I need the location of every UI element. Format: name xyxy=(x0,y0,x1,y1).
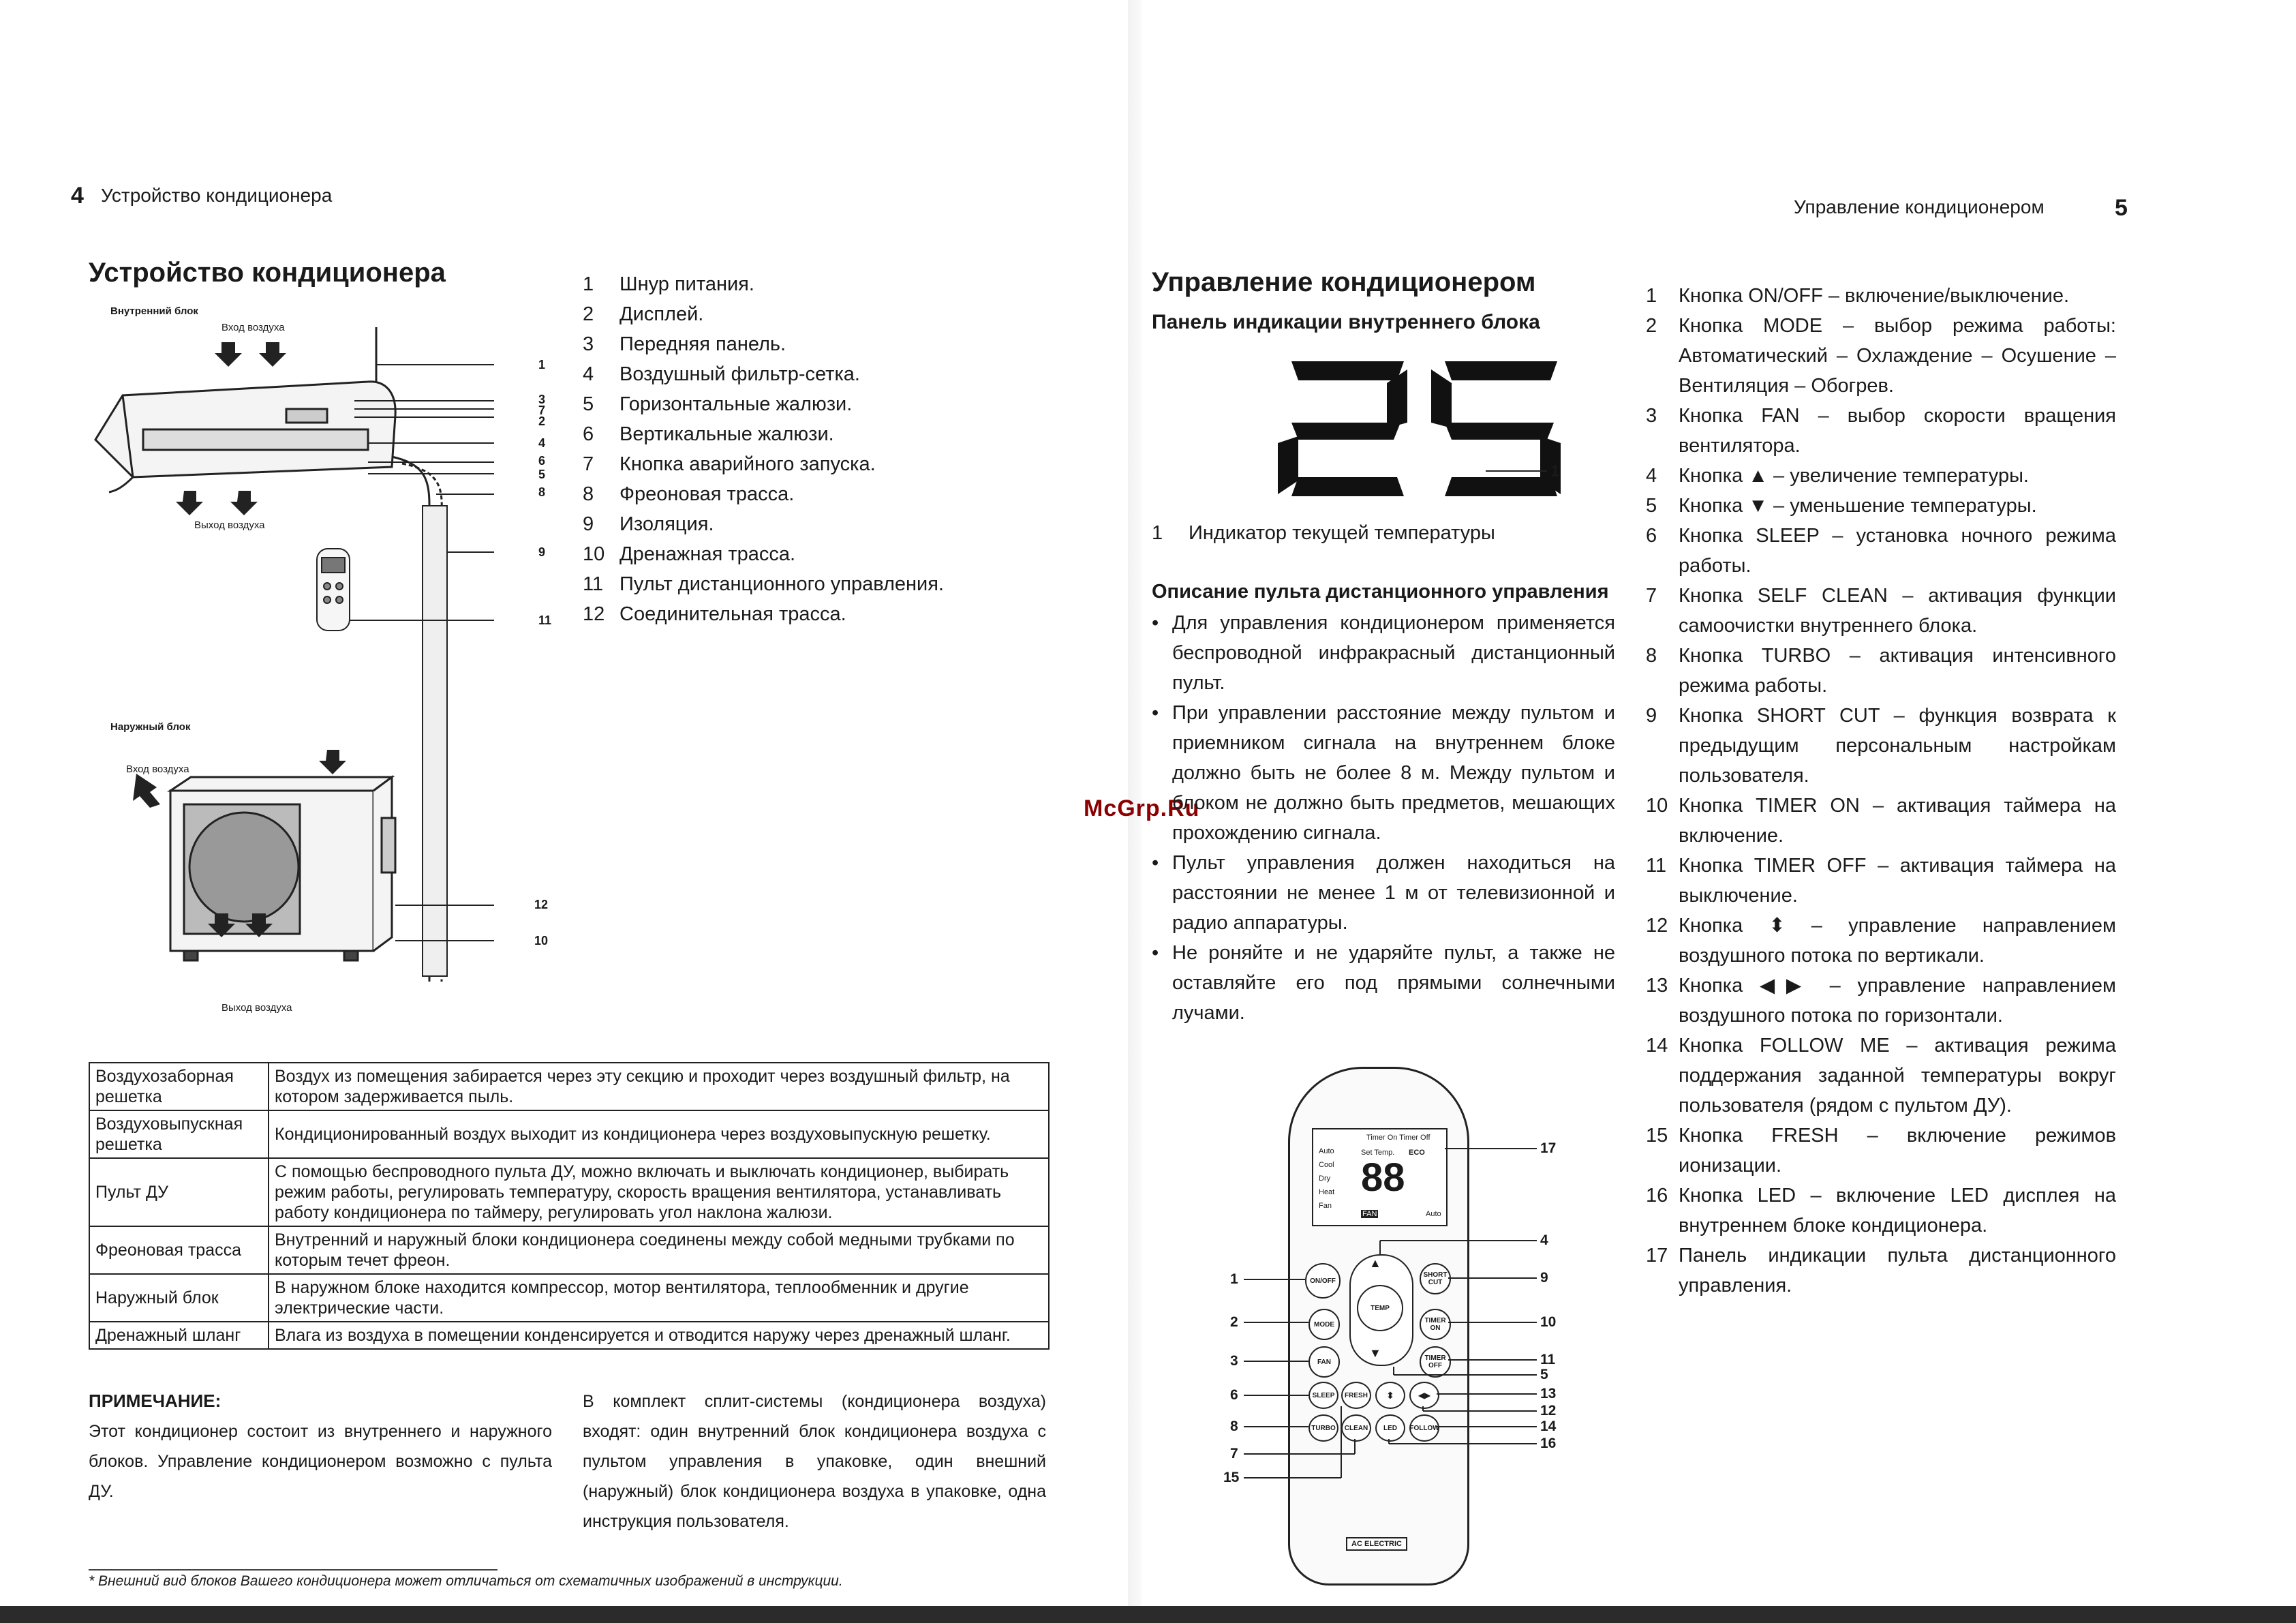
outdoor-air-out-label: Выход воздуха xyxy=(221,1002,292,1014)
lcd-set-temp: Set Temp. xyxy=(1361,1149,1395,1157)
remote-callout: 7 xyxy=(1230,1446,1238,1461)
fan-button[interactable]: FAN xyxy=(1308,1346,1340,1378)
air-out-arrows-icon xyxy=(176,491,258,515)
button-list-item: 16 Кнопка LED – включение LED дисплея на внутреннем блоке кондиционера. xyxy=(1646,1185,2116,1237)
right-running-head: Управление кондиционером xyxy=(1794,196,2045,217)
parts-list-item: 9 Изоляция. xyxy=(583,513,714,535)
led-button[interactable]: LED xyxy=(1375,1414,1405,1442)
remote-callout: 4 xyxy=(1540,1232,1548,1248)
button-list-item: 3 Кнопка FAN – выбор скорости вращения вентилятора. xyxy=(1646,405,2116,457)
button-list-item: 4 Кнопка ▲ – увеличение температуры. xyxy=(1646,465,2029,487)
lcd-fan-tag: FAN xyxy=(1362,1210,1377,1218)
seven-segment-digits-icon xyxy=(1278,361,1578,501)
clean-button[interactable]: CLEAN xyxy=(1341,1414,1371,1442)
lcd-auto: Auto xyxy=(1426,1210,1441,1218)
components-table xyxy=(89,1062,1050,1350)
left-page-number: 4 xyxy=(71,183,84,209)
remote-callout: 2 xyxy=(1230,1314,1238,1330)
indoor-unit-label: Внутренний блок xyxy=(110,305,198,317)
parts-list-item: 10 Дренажная трасса. xyxy=(583,543,796,565)
remote-brand-logo: AC ELECTRIC xyxy=(1346,1537,1407,1551)
display-leader xyxy=(1486,470,1547,472)
remote-section-title: Описание пульта дистанционного управления xyxy=(1152,581,1609,603)
parts-list-item: 2 Дисплей. xyxy=(583,303,704,325)
scan-bottom-edge xyxy=(0,1606,2296,1623)
sleep-button[interactable]: SLEEP xyxy=(1308,1382,1338,1409)
remote-callout: 16 xyxy=(1540,1436,1557,1451)
button-list-item: 11 Кнопка TIMER OFF – активация таймера на выключение. xyxy=(1646,855,2116,907)
turbo-button[interactable]: TURBO xyxy=(1308,1414,1338,1442)
parts-list xyxy=(583,269,964,629)
display-callout: 1 xyxy=(1550,462,1560,481)
parts-list-item: 3 Передняя панель. xyxy=(583,333,786,355)
timer-off-button[interactable]: TIMER OFF xyxy=(1420,1346,1451,1378)
parts-list-item: 4 Воздушный фильтр-сетка. xyxy=(583,363,860,385)
aircon-diagram: Внутренний блок Вход воздуха Выход воздуха Наружный блок Вход воздуха Выход воздуха 1 3 7 2 4 6 5 8 9 11 12 10 xyxy=(82,300,559,1036)
note-title: ПРИМЕЧАНИЕ: xyxy=(89,1391,221,1411)
footnote: * Внешний вид блоков Вашего кондиционера может отличаться от схематичных изображений в инструкции. xyxy=(89,1573,843,1589)
timer-on-button[interactable]: TIMER ON xyxy=(1420,1309,1451,1340)
button-list-item: 14 Кнопка FOLLOW ME – активация режима поддержания заданной температуры вокруг пользователя (рядом с пультом ДУ). xyxy=(1646,1035,2116,1117)
button-list-item: 8 Кнопка TURBO – активация интенсивного режима работы. xyxy=(1646,645,2116,697)
outdoor-unit-label: Наружный блок xyxy=(110,721,191,733)
swing-vertical-button[interactable]: ⬍ xyxy=(1375,1382,1405,1409)
parts-list-item: 12 Соединительная трасса. xyxy=(583,603,846,625)
remote-callout: 5 xyxy=(1540,1367,1548,1382)
outdoor-unit-icon xyxy=(170,777,395,960)
button-list-item: 12 Кнопка ⬍ – управление направлением воздушного потока по вертикали. xyxy=(1646,915,2116,967)
parts-list-item: 7 Кнопка аварийного запуска. xyxy=(583,453,876,475)
onoff-button[interactable]: ON/OFF xyxy=(1305,1263,1341,1299)
button-list-item: 5 Кнопка ▼ – уменьшение температуры. xyxy=(1646,495,2037,517)
footnote-rule xyxy=(89,1569,498,1571)
buttons-list xyxy=(1646,281,2116,1301)
indicator-list xyxy=(1152,518,1629,548)
button-list-item: 6 Кнопка SLEEP – установка ночного режима работы. xyxy=(1646,525,2116,577)
air-in-arrows-icon xyxy=(215,342,286,367)
table-row: Фреоновая трасса Внутренний и наружный блоки кондиционера соединены между собой медными трубками по которым течет фреон. xyxy=(89,1226,1049,1274)
button-list-item: 2 Кнопка MODE – выбор режима работы: Автоматический – Охлаждение – Осушение – Вентиляция – Обогрев. xyxy=(1646,315,2116,397)
remote-callout: 9 xyxy=(1540,1270,1548,1286)
remote-callout: 17 xyxy=(1540,1140,1557,1156)
table-row: Дренажный шланг Влага из воздуха в помещении конденсируется и отводится наружу через дренажный шланг. xyxy=(89,1322,1049,1349)
follow-button[interactable]: FOLLOW xyxy=(1409,1414,1439,1442)
button-list-item: 15 Кнопка FRESH – включение режимов ионизации. xyxy=(1646,1125,2116,1177)
button-list-item: 13 Кнопка ◀▶ – управление направлением воздушного потока по горизонтали. xyxy=(1646,975,2116,1027)
parts-list-item: 8 Фреоновая трасса. xyxy=(583,483,795,505)
remote-control xyxy=(1203,1067,1578,1592)
button-list-item: 7 Кнопка SELF CLEAN – активация функции самоочистки внутреннего блока. xyxy=(1646,585,2116,637)
left-running-head: Устройство кондиционера xyxy=(101,185,333,206)
outdoor-air-in-label: Вход воздуха xyxy=(126,763,189,775)
air-out-label: Выход воздуха xyxy=(194,519,265,531)
panel-title: Панель индикации внутреннего блока xyxy=(1152,311,1540,333)
remote-callout: 10 xyxy=(1540,1314,1557,1330)
remote-callout: 6 xyxy=(1230,1387,1238,1403)
table-row: Пульт ДУ С помощью беспроводного пульта ДУ, можно включать и выключать кондиционер, выбирать режим работы, регулировать температуру, скорость вращения вентилятора, устанавливать работу кондиционера по таймеру, регулировать угол наклона жалюзи. xyxy=(89,1158,1049,1226)
remote-callout: 1 xyxy=(1230,1271,1238,1287)
remote-callout: 12 xyxy=(1540,1403,1557,1419)
remote-callout: 11 xyxy=(1540,1352,1556,1367)
parts-list-item: 1 Шнур питания. xyxy=(583,273,754,295)
table-row: Воздуховыпускная решетка Кондиционированный воздух выходит из кондиционера через воздуховыпускную решетку. xyxy=(89,1110,1049,1158)
remote-callout: 3 xyxy=(1230,1353,1238,1369)
lcd-digits: 88 xyxy=(1361,1155,1405,1200)
air-in-label: Вход воздуха xyxy=(221,322,285,333)
aircon-drawing xyxy=(82,300,559,1036)
temp-up-icon[interactable]: ▲ xyxy=(1369,1256,1381,1270)
indoor-unit-icon xyxy=(95,382,395,492)
indoor-display xyxy=(1278,361,1578,501)
swing-horizontal-button[interactable]: ◀▶ xyxy=(1409,1382,1439,1409)
lcd-eco: ECO xyxy=(1409,1149,1425,1157)
bullet-item: • Пульт управления должен находиться на расстоянии не менее 1 м от телевизионной и радио аппаратуры. xyxy=(1152,852,1615,934)
watermark: McGrp.Ru xyxy=(1084,795,1200,821)
remote-thumbnail-icon xyxy=(317,549,350,631)
note-text: Этот кондиционер состоит из внутреннего и наружного блоков. Управление кондиционером возможно с пульта ДУ. xyxy=(89,1422,552,1501)
table-row: Воздухозаборная решетка Воздух из помещения забирается через эту секцию и проходит через воздушный фильтр, на котором задерживается пыль. xyxy=(89,1063,1049,1110)
button-list-item: 10 Кнопка TIMER ON – активация таймера на включение. xyxy=(1646,795,2116,847)
temp-down-icon[interactable]: ▼ xyxy=(1369,1346,1381,1360)
button-list-item: 17 Панель индикации пульта дистанционного управления. xyxy=(1646,1245,2116,1296)
left-page-title: Устройство кондиционера xyxy=(89,258,446,288)
bullet-item: • Не роняйте и не ударяйте пульт, а также не оставляйте его под прямыми солнечными лучами. xyxy=(1152,942,1615,1024)
right-page-title: Управление кондиционером xyxy=(1152,267,1536,297)
parts-list-item: 5 Горизонтальные жалюзи. xyxy=(583,393,853,415)
fresh-button[interactable]: FRESH xyxy=(1341,1382,1371,1409)
remote-callout: 14 xyxy=(1540,1419,1557,1434)
kit-text: В комплект сплит-системы (кондиционера воздуха) входят: один внутренний блок кондиционера воздуха с пультом управления в упаковке, один внешний (наружный) блок кондиционера воздуха в упаковке, одна инструкция пользователя. xyxy=(583,1392,1046,1531)
remote-leader-lines xyxy=(1203,1067,1578,1592)
temp-button[interactable]: TEMP xyxy=(1357,1285,1403,1331)
bullet-item: • Для управления кондиционером применяется беспроводной инфракрасный дистанционный пульт. xyxy=(1152,612,1615,694)
button-list-item: 9 Кнопка SHORT CUT – функция возврата к предыдущим персональным настройкам пользователя. xyxy=(1646,705,2116,787)
table-row: Наружный блок В наружном блоке находится компрессор, мотор вентилятора, теплообменник и другие электрические части. xyxy=(89,1274,1049,1322)
remote-callout: 8 xyxy=(1230,1419,1238,1434)
remote-callout: 13 xyxy=(1540,1386,1557,1401)
bullet-item: • При управлении расстояние между пультом и приемником сигнала на внутреннем блоке должно быть не более 8 м. Между пультом и блоком не должно быть предметов, мешающих прохождению сигнала. xyxy=(1152,702,1615,844)
remote-callout: 15 xyxy=(1223,1470,1240,1485)
short-cut-button[interactable]: SHORT CUT xyxy=(1420,1263,1451,1294)
remote-bullets xyxy=(1152,608,1615,1028)
right-page-number: 5 xyxy=(2115,195,2128,221)
mode-button[interactable]: MODE xyxy=(1308,1309,1340,1340)
button-list-item: 1 Кнопка ON/OFF – включение/выключение. xyxy=(1646,285,2070,307)
parts-list-item: 11 Пульт дистанционного управления. xyxy=(583,573,944,595)
lcd-modes: Auto Cool Dry Heat Fan xyxy=(1319,1147,1335,1210)
parts-list-item: 6 Вертикальные жалюзи. xyxy=(583,423,834,445)
indicator-item: 1 Индикатор текущей температуры xyxy=(1152,522,1495,544)
lcd-timer: Timer On Timer Off xyxy=(1366,1134,1430,1142)
